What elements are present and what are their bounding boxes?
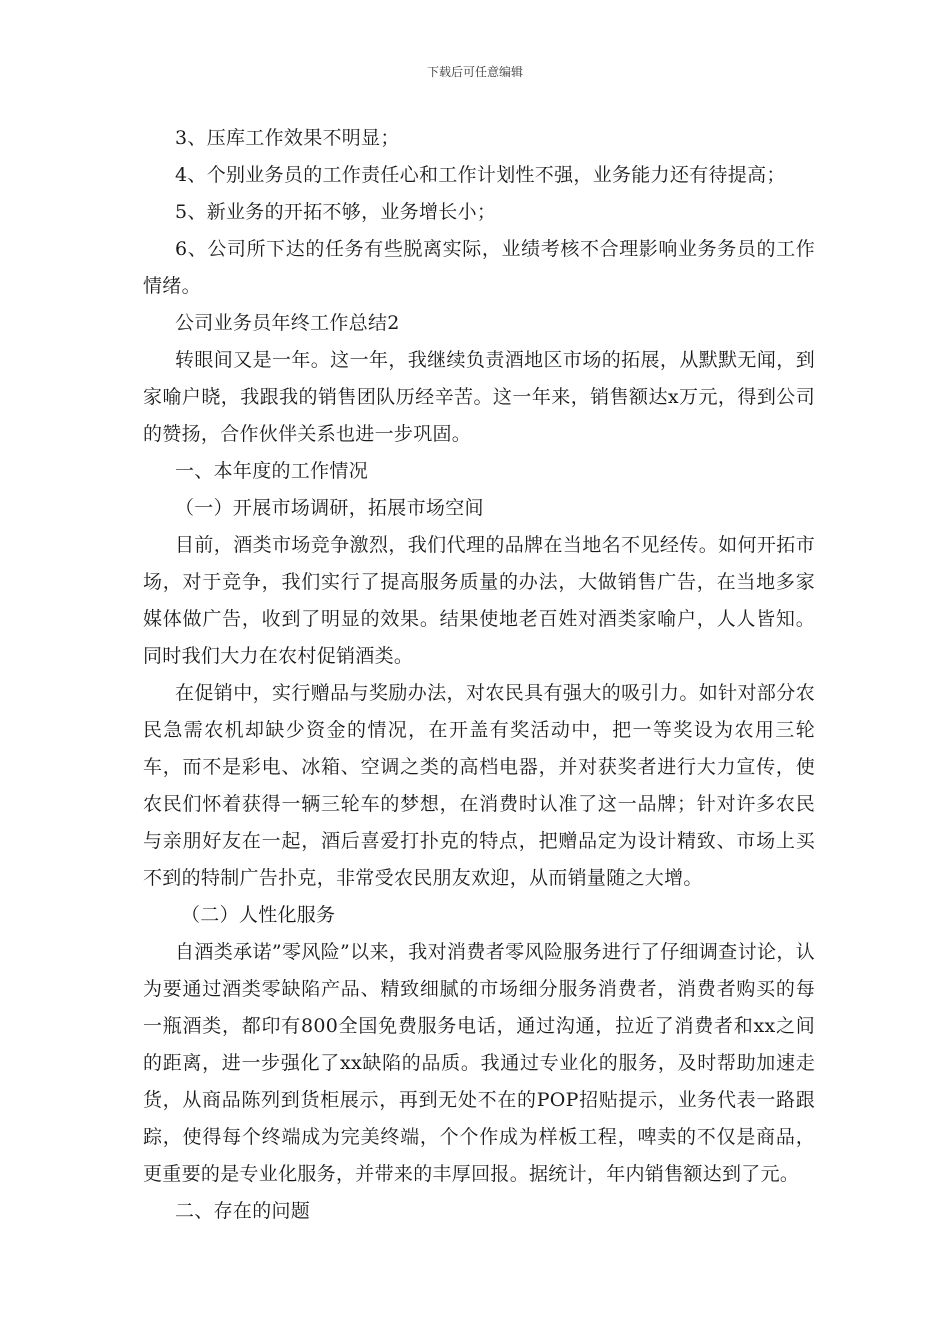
list-item-4: 4、个别业务员的工作责任心和工作计划性不强，业务能力还有待提高； bbox=[175, 164, 786, 186]
section-heading-1: 一、本年度的工作情况 bbox=[175, 460, 369, 482]
document-body bbox=[143, 120, 815, 1230]
document-title: 公司业务员年终工作总结2 bbox=[175, 312, 400, 334]
list-item-5: 5、新业务的开拓不够，业务增长小； bbox=[175, 201, 497, 223]
body-paragraph: 目前，酒类市场竞争激烈，我们代理的品牌在当地名不见经传。如何开拓市场，对于竞争，我们实行了提高服务质量的办法，大做销售广告，在当地多家媒体做广告，收到了明显的效果。结果使地老百姓对酒类家喻户，人人皆知。同时我们大力在农村促销酒类。 bbox=[143, 534, 815, 667]
intro-paragraph: 转眼间又是一年。这一年，我继续负责酒地区市场的拓展，从默默无闻，到家喻户晓，我跟我的销售团队历经辛苦。这一年来，销售额达x万元，得到公司的赞扬，合作伙伴关系也进一步巩固。 bbox=[143, 349, 815, 445]
body-paragraph: 在促销中，实行赠品与奖励办法，对农民具有强大的吸引力。如针对部分农民急需农机却缺少资金的情况，在开盖有奖活动中，把一等奖设为农用三轮车，而不是彩电、冰箱、空调之类的高档电器，并对获奖者进行大力宣传，使农民们怀着获得一辆三轮车的梦想，在消费时认准了这一品牌；针对许多农民与亲朋好友在一起，酒后喜爱打扑克的特点，把赠品定为设计精致、市场上买不到的特制广告扑克，非常受农民朋友欢迎，从而销量随之大增。 bbox=[143, 682, 815, 889]
list-item-3: 3、压库工作效果不明显； bbox=[175, 127, 400, 149]
body-paragraph: 自酒类承诺”零风险”以来，我对消费者零风险服务进行了仔细调查讨论，认为要通过酒类零缺陷产品、精致细腻的市场细分服务消费者，消费者购买的每一瓶酒类，都印有800全国免费服务电话，通过沟通，拉近了消费者和xx之间的距离，进一步强化了xx缺陷的品质。我通过专业化的服务，及时帮助加速走货，从商品陈列到货柜展示，再到无处不在的POP招贴提示，业务代表一路跟踪，使得每个终端成为完美终端，个个作成为样板工程，啤卖的不仅是商品，更重要的是专业化服务，并带来的丰厚回报。据统计，年内销售额达到了元。 bbox=[143, 941, 815, 1185]
list-item-6: 6、公司所下达的任务有些脱离实际，业绩考核不合理影响业务务员的工作情绪。 bbox=[143, 238, 815, 297]
section-heading-2: 二、存在的问题 bbox=[175, 1200, 311, 1222]
subsection-heading-2: （二）人性化服务 bbox=[181, 904, 336, 926]
page-header: 下载后可任意编辑 bbox=[426, 65, 523, 79]
subsection-heading-1: （一）开展市场调研，拓展市场空间 bbox=[175, 497, 484, 519]
